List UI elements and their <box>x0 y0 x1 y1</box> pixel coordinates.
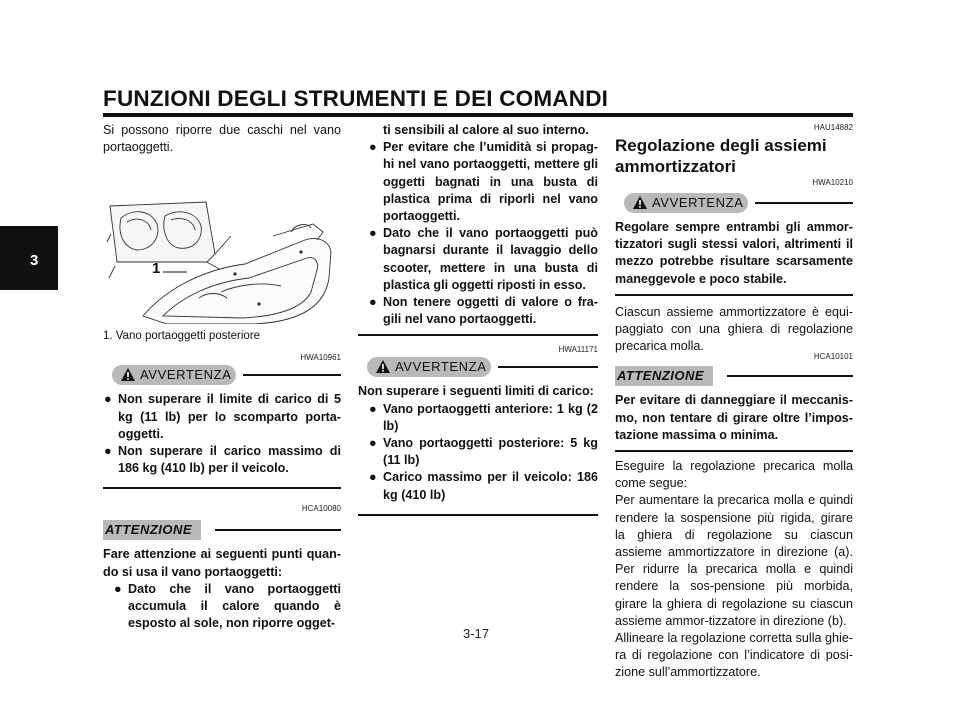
figure-caption: 1. Vano portaoggetti posteriore <box>103 330 261 343</box>
warning-label: AVVERTENZA <box>395 359 487 375</box>
warning-rule <box>498 366 598 368</box>
column-1 <box>103 122 341 632</box>
warning-end-rule <box>615 294 853 296</box>
warning-triangle-icon <box>375 359 391 374</box>
warning-badge <box>112 365 236 385</box>
list-item: ● Per evitare che l’umidità si propag-hi nel vano portaoggetti, mettere gli oggetti bagnati in una busta di plastica prima di riporli nel vano portaoggetti. <box>369 140 598 224</box>
warning-end-rule <box>358 514 598 516</box>
notice-rule <box>215 529 341 531</box>
warning-label: AVVERTENZA <box>652 195 744 210</box>
paragraph: Ciascun assieme ammortizzatore è equi-paggiato con una ghiera di regolazione precarica molla. <box>615 304 853 354</box>
notice-item-continuation: ti sensibili al calore al suo interno. <box>383 123 589 137</box>
page-number: 3-17 <box>463 626 490 641</box>
list-item: ● Dato che il vano portaoggetti può bagnarsi durante il lavaggio dello scooter, mettere in una busta di plastica gli oggetti riposti in esso. <box>369 226 598 292</box>
notice-code: HCA10080 <box>301 504 341 514</box>
notice-lead: Fare attenzione ai seguenti punti quan-do si usa il vano portaoggetti: <box>103 547 341 579</box>
notice-badge <box>103 520 201 540</box>
list-item: ● Non superare il carico massimo di 186 kg (410 lb) per il veicolo. <box>104 444 341 476</box>
notice-text: Per evitare di danneggiare il meccanis-mo, non tentare di girare oltre l’impos-tazione massima o minima. <box>615 393 853 442</box>
header-rule <box>103 113 853 117</box>
warning-rule <box>755 202 853 204</box>
warning-badge <box>624 193 748 213</box>
warning-label: AVVERTENZA <box>140 367 232 383</box>
notice-label: ATTENZIONE <box>617 368 705 384</box>
warning-list <box>358 401 598 504</box>
chapter-number: 3 <box>30 252 39 269</box>
warning-end-rule <box>103 487 341 489</box>
warning-triangle-icon <box>632 195 648 210</box>
list-item: ● Non superare il limite di carico di 5 kg (11 lb) per lo scomparto porta-oggetti. <box>104 392 341 441</box>
callout-number: 1 <box>152 260 161 278</box>
notice-badge <box>615 366 713 386</box>
intro-text: Si possono riporre due caschi nel vano portaoggetti. <box>103 123 341 155</box>
warning-triangle-icon <box>120 367 136 382</box>
list-item: ● Vano portaoggetti posteriore: 5 kg (11 lb) <box>369 436 598 468</box>
paragraph: Per aumentare la precarica molla e quindi rendere la sospensione più rigida, girare la ghiera di regolazione su ciascun assieme ammortizzatore in direzione (a). Per ridurre la precarica molla e quindi rendere la sos-pensione più morbida, girare la ghiera di regolazione su ciascun assieme ammor-tizzatore in direzione (b). <box>615 493 853 628</box>
warning-header <box>358 355 598 379</box>
warning-code: HWA10961 <box>300 353 341 363</box>
storage-compartment-drawing <box>103 166 341 324</box>
notice-end-rule <box>615 450 853 452</box>
column-2 <box>358 122 598 522</box>
list-item: ● Non tenere oggetti di valore o fra-gili nel vano portaoggetti. <box>369 295 598 327</box>
notice-label: ATTENZIONE <box>105 522 193 538</box>
paragraph: Eseguire la regolazione precarica molla come segue: <box>615 459 853 491</box>
section-title: Regolazione degli assiemi ammortizzatori <box>615 136 827 176</box>
storage-compartment-illustration <box>103 166 341 324</box>
warning-list <box>103 391 341 477</box>
notice-list <box>103 581 341 633</box>
list-item: ● Vano portaoggetti anteriore: 1 kg (2 lb) <box>369 401 598 433</box>
notice-code: HCA10101 <box>813 352 853 362</box>
warning-text: Regolare sempre entrambi gli ammor-tizzatori sugli stessi valori, altrimenti il mezzo potrebbe risultare scarsamente maneggevole e poco stabile. <box>615 220 853 286</box>
page-header-title: FUNZIONI DEGLI STRUMENTI E DEI COMANDI <box>103 86 609 111</box>
paragraph: Allineare la regolazione corretta sulla ghie-ra di regolazione con l’indicatore di posi-zione sull’ammortizzatore. <box>615 631 854 680</box>
notice-header <box>615 364 853 388</box>
notice-end-rule <box>358 334 598 336</box>
warning-code: HWA11171 <box>558 345 598 355</box>
warning-lead: Non superare i seguenti limiti di carico: <box>358 384 594 399</box>
section-code: HAU14882 <box>813 123 853 132</box>
column-3 <box>615 122 853 682</box>
notice-rule <box>727 375 853 377</box>
list-item: ● Carico massimo per il veicolo: 186 kg (410 lb) <box>369 470 598 502</box>
warning-header <box>615 191 853 215</box>
notice-list-continued <box>358 139 598 328</box>
warning-badge <box>367 357 491 377</box>
warning-header <box>103 363 341 387</box>
warning-rule <box>243 374 341 376</box>
warning-code: HWA10210 <box>812 178 853 187</box>
notice-header <box>103 518 341 542</box>
list-item: ● Dato che il vano portaoggetti accumula il calore quando è esposto al sole, non riporre ogget- <box>114 581 341 631</box>
chapter-tab <box>0 226 58 290</box>
